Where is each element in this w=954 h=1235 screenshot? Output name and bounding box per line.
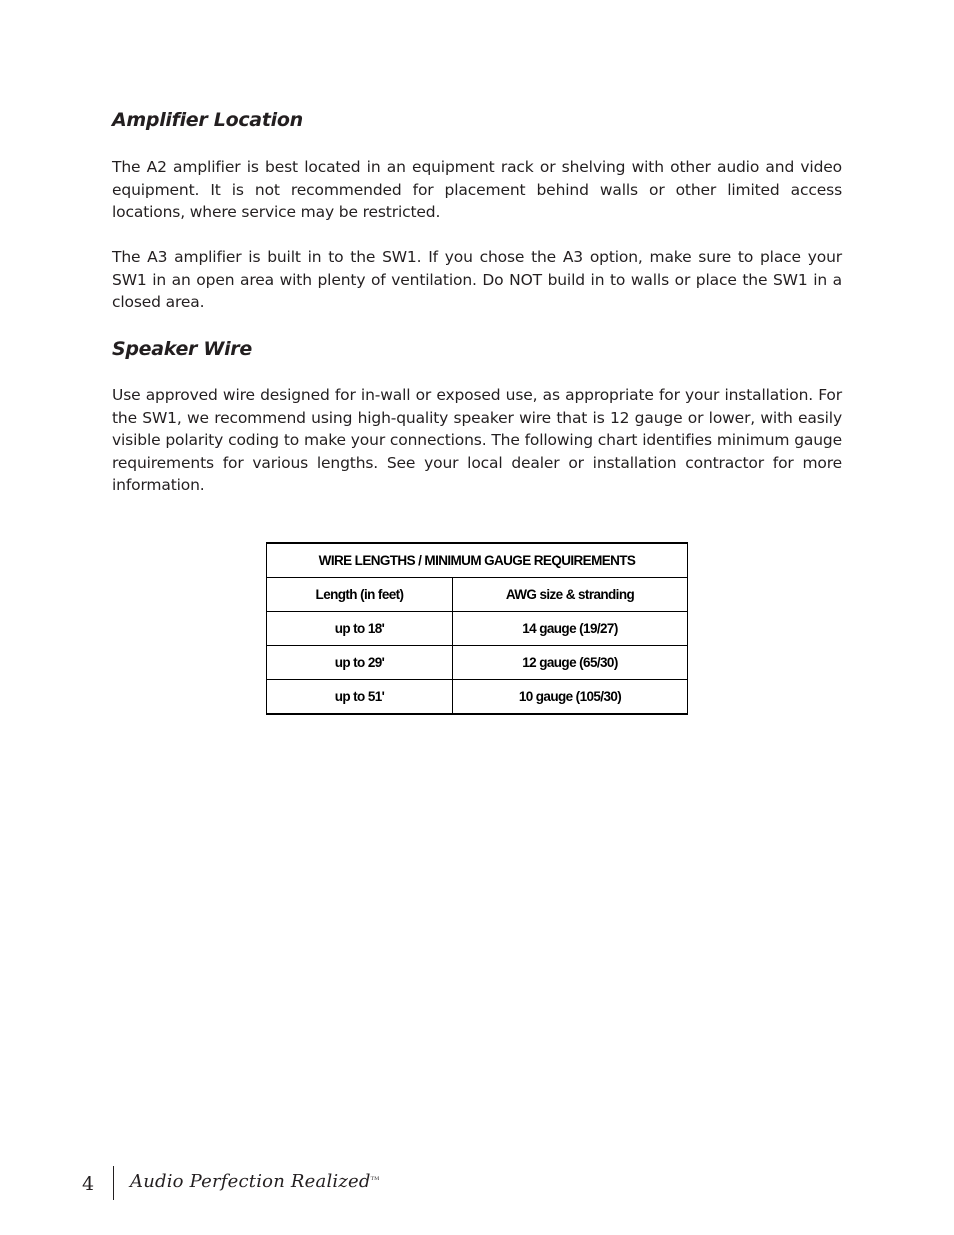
length-cell: up to 18' [267,612,453,646]
a2-amplifier-paragraph: The A2 amplifier is best located in an equipment rack or shelving with other audio and video equipment. It is not recommended for placement behind walls or other limited access locations, where service may be restricted. [112,158,842,222]
speaker-wire-paragraph: Use approved wire designed for in-wall or exposed use, as appropriate for your installation. For the SW1, we recommend using high-quality speaker wire that is 12 gauge or lower, with easily visible polarity coding to make your connections. The following chart identifies minimum gauge requirements for various lengths. See your local dealer or installation contractor for more information. [112,386,842,495]
gauge-cell: 14 gauge (19/27) [453,612,688,646]
gauge-cell: 12 gauge (65/30) [453,646,688,680]
speaker-wire-heading: Speaker Wire [112,338,252,360]
column-header-awg: AWG size & stranding [453,578,688,612]
tagline-text: Audio Perfection Realized [130,1171,371,1192]
table-row [267,612,688,646]
page-number: 4 [82,1173,95,1195]
table-row [267,646,688,680]
footer-tagline [130,1171,380,1192]
length-cell: up to 51' [267,680,453,715]
footer-divider [113,1166,114,1200]
table-row [267,680,688,715]
length-cell: up to 29' [267,646,453,680]
trademark-mark: TM [370,1176,380,1182]
amplifier-location-heading: Amplifier Location [112,109,303,131]
table-title: WIRE LENGTHS / MINIMUM GAUGE REQUIREMENTS [267,543,688,578]
column-header-length: Length (in feet) [267,578,453,612]
table-title-row [267,543,688,578]
a3-amplifier-paragraph: The A3 amplifier is built in to the SW1. If you chose the A3 option, make sure to place your SW1 in an open area with plenty of ventilation. Do NOT build in to walls or place the SW1 in a closed area. [112,248,842,312]
gauge-cell: 10 gauge (105/30) [453,680,688,715]
wire-gauge-table [266,542,688,715]
table-header-row [267,578,688,612]
